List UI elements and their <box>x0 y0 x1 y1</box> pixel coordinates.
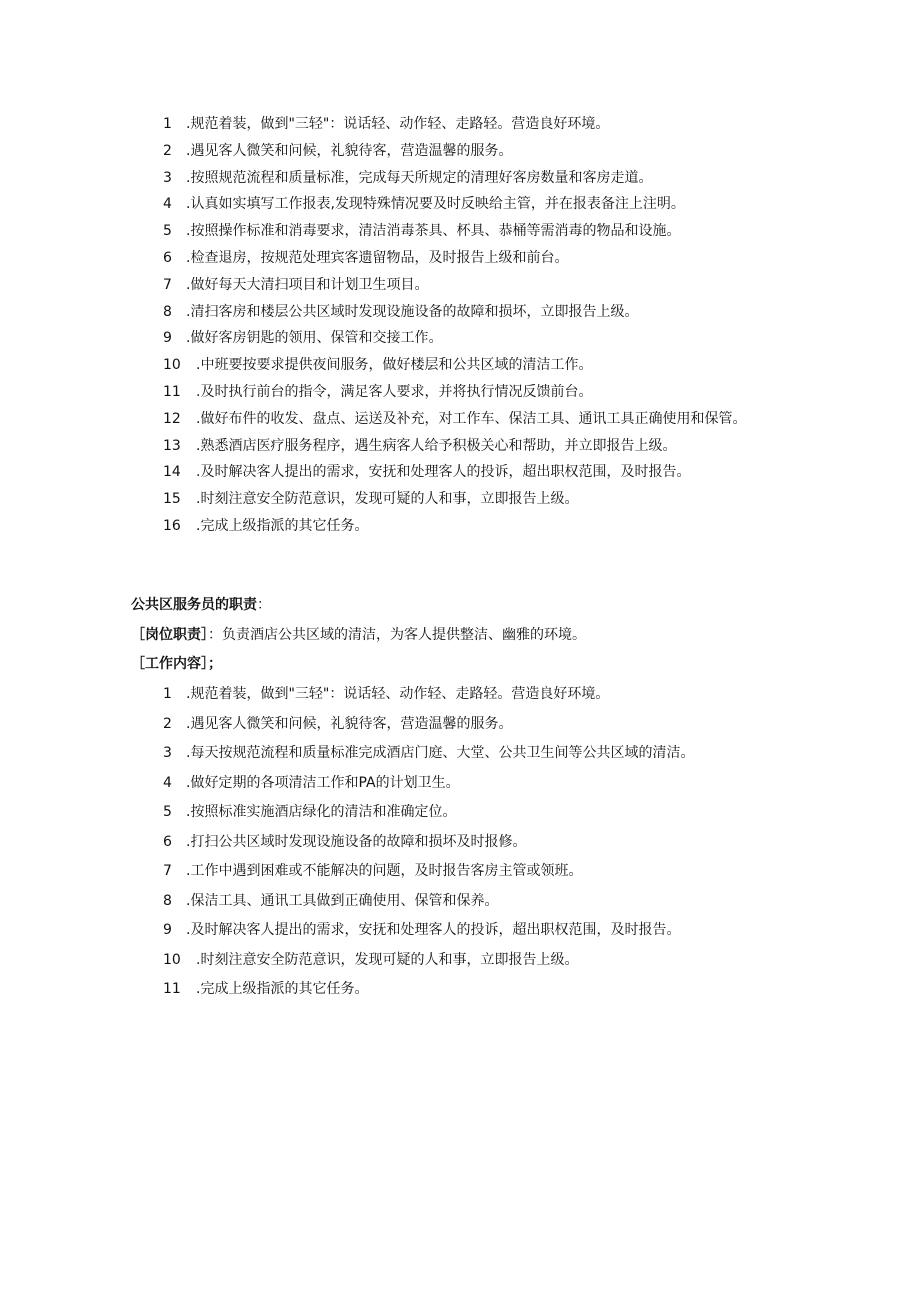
item-text: .完成上级指派的其它任务。 <box>196 517 369 534</box>
item-number: 1 <box>163 116 172 132</box>
list-item <box>0 744 920 774</box>
item-text: .遇见客人微笑和问候，礼貌待客，营造温馨的服务。 <box>186 142 513 159</box>
item-text: .按照规范流程和质量标准，完成每天所规定的清理好客房数量和客房走道。 <box>186 169 653 186</box>
item-number: 2 <box>163 715 172 732</box>
public-area-duty-list <box>0 685 920 1010</box>
list-item <box>0 410 920 437</box>
list-item <box>0 980 920 1010</box>
item-text: .完成上级指派的其它任务。 <box>196 981 369 997</box>
item-text: .检查退房，按规范处理宾客遗留物品，及时报告上级和前台。 <box>186 249 569 266</box>
list-item <box>0 249 920 276</box>
list-item <box>0 685 920 715</box>
item-text: .时刻注意安全防范意识，发现可疑的人和事，立即报告上级。 <box>196 491 579 508</box>
item-text: .打扫公共区域时发现设施设备的故障和损坏及时报修。 <box>186 833 527 850</box>
item-number: 4 <box>163 774 172 791</box>
list-item <box>0 463 920 490</box>
room-attendant-duty-list <box>0 115 920 544</box>
item-number: 3 <box>163 169 172 186</box>
item-number: 9 <box>163 922 172 938</box>
item-number: 4 <box>163 196 172 213</box>
item-text: .及时解决客人提出的需求，安抚和处理客人的投诉，超出职权范围，及时报告。 <box>186 922 681 938</box>
item-number: 16 <box>163 517 181 534</box>
item-number: 11 <box>163 383 181 400</box>
list-item <box>0 803 920 833</box>
list-item <box>0 490 920 517</box>
list-item <box>0 833 920 863</box>
list-item <box>0 383 920 410</box>
item-number: 6 <box>163 833 172 850</box>
list-item <box>0 329 920 356</box>
item-number: 8 <box>163 892 172 909</box>
item-number: 10 <box>163 357 181 374</box>
item-text: .清扫客房和楼层公共区域时发现设施设备的故障和损坏，立即报告上级。 <box>186 303 639 320</box>
item-text: .遇见客人微笑和问候，礼貌待客，营造温馨的服务。 <box>186 715 513 732</box>
item-text: .按照操作标准和消毒要求，清洁消毒茶具、杯具、恭桶等需消毒的物品和设施。 <box>186 223 681 240</box>
item-text: .及时解决客人提出的需求，安抚和处理客人的投诉，超出职权范围，及时报告。 <box>196 464 691 481</box>
section-title-bold: 公共区服务员的职责 <box>131 597 257 613</box>
item-text: .做好每天大清扫项目和计划卫生项目。 <box>186 276 429 293</box>
item-number: 15 <box>163 491 181 508</box>
item-number: 5 <box>163 804 172 820</box>
item-number: 1 <box>163 686 172 702</box>
list-item <box>0 356 920 383</box>
list-item <box>0 276 920 303</box>
item-text: .认真如实填写工作报表,发现特殊情况要及时反映给主管，并在报表备注上注明。 <box>186 196 685 213</box>
item-text: .规范着装，做到"三轻"：说话轻、动作轻、走路轻。营造良好环境。 <box>186 686 610 702</box>
list-item <box>0 774 920 804</box>
item-text: .中班要按要求提供夜间服务，做好楼层和公共区域的清洁工作。 <box>196 357 593 374</box>
item-text: .做好客房钥匙的领用、保管和交接工作。 <box>186 330 443 347</box>
list-item <box>0 303 920 330</box>
item-number: 9 <box>163 330 172 347</box>
item-number: 5 <box>163 223 172 240</box>
item-text: .熟悉酒店医疗服务程序，遇生病客人给予积极关心和帮助，并立即报告上级。 <box>196 437 677 454</box>
item-text: .每天按规范流程和质量标准完成酒店门庭、大堂、公共卫生间等公共区域的清洁。 <box>186 745 695 761</box>
job-duty-line <box>131 626 586 644</box>
item-text: .及时执行前台的指令，满足客人要求，并将执行情况反馈前台。 <box>196 383 593 400</box>
list-item <box>0 715 920 745</box>
list-item <box>0 517 920 544</box>
item-number: 14 <box>163 464 181 481</box>
section-title <box>131 596 271 614</box>
item-text: .保洁工具、通讯工具做到正确使用、保管和保养。 <box>186 892 499 909</box>
item-number: 7 <box>163 863 172 879</box>
item-number: 13 <box>163 437 181 454</box>
item-number: 3 <box>163 745 172 761</box>
list-item <box>0 862 920 892</box>
list-item <box>0 169 920 196</box>
item-text: .做好布件的收发、盘点、运送及补充，对工作车、保洁工具、通讯工具正确使用和保管。 <box>196 410 747 427</box>
list-item <box>0 222 920 249</box>
list-item <box>0 921 920 951</box>
section-title-colon: ： <box>257 597 271 613</box>
item-text: .工作中遇到困难或不能解决的问题，及时报告客房主管或领班。 <box>186 863 583 879</box>
list-item <box>0 195 920 222</box>
list-item <box>0 142 920 169</box>
item-number: 10 <box>163 951 181 968</box>
list-item <box>0 115 920 142</box>
item-number: 11 <box>163 981 181 997</box>
item-text: .规范着装，做到"三轻"：说话轻、动作轻、走路轻。营造良好环境。 <box>186 116 610 132</box>
item-text: .做好定期的各项清洁工作和PA的计划卫生。 <box>186 774 460 791</box>
list-item <box>0 892 920 922</box>
item-number: 6 <box>163 249 172 266</box>
item-number: 7 <box>163 276 172 293</box>
list-item <box>0 437 920 464</box>
work-content-label: ［工作内容］； <box>131 656 222 672</box>
item-number: 2 <box>163 142 172 159</box>
item-number: 12 <box>163 410 181 427</box>
list-item <box>0 951 920 981</box>
item-text: .时刻注意安全防范意识，发现可疑的人和事，立即报告上级。 <box>196 951 579 968</box>
job-duty-label: ［岗位职责］ <box>131 627 208 643</box>
job-duty-text: ：负责酒店公共区域的清洁，为客人提供整洁、幽雅的环境。 <box>208 627 586 643</box>
item-number: 8 <box>163 303 172 320</box>
item-text: .按照标准实施酒店绿化的清洁和准确定位。 <box>186 804 457 820</box>
